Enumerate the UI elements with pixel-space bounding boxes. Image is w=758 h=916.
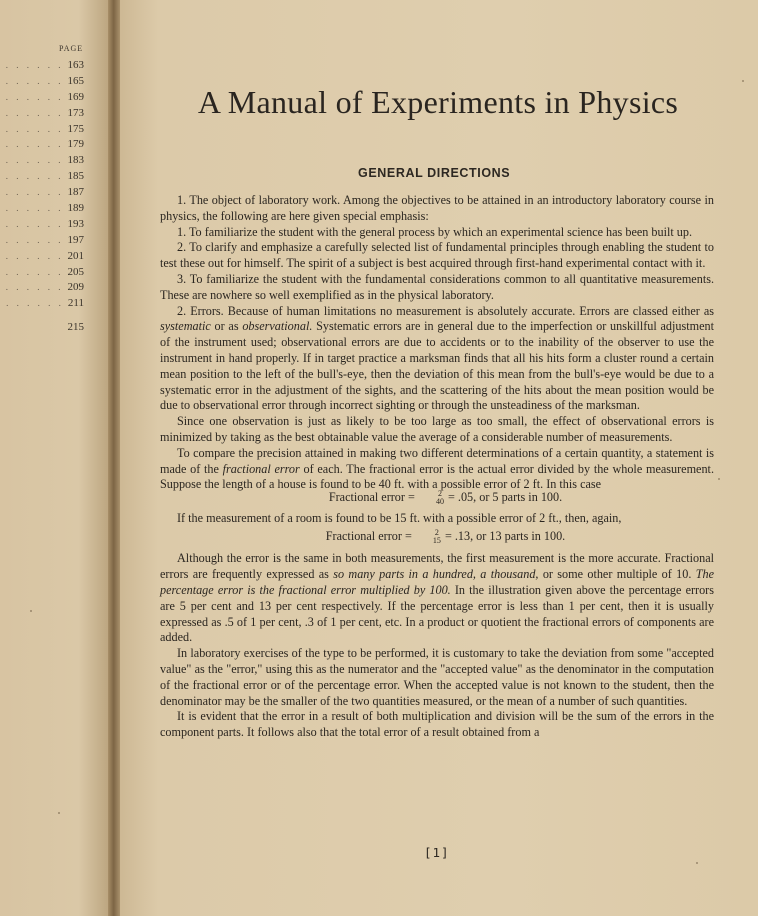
paper-speck bbox=[58, 812, 60, 814]
paragraph-averaging: Since one observation is just as likely to be too large as too small, the effect of observational errors is minimized by taking as the best obtainable value the average of a considerable number of measurements. bbox=[160, 414, 714, 444]
toc-leader-dots: . . . . . . bbox=[5, 266, 64, 277]
toc-leader-dots: . . . . . . bbox=[5, 250, 64, 261]
toc-leader-dots: . . . . . . bbox=[5, 171, 64, 182]
paper-speck bbox=[742, 80, 744, 82]
paragraph-percentage bbox=[160, 551, 714, 646]
toc-entry bbox=[0, 137, 84, 153]
toc-header: PAGE bbox=[59, 44, 84, 53]
paragraph-total-error: It is evident that the error in a result of both multiplication and division will be the sum of the errors in the component parts. It follows also that the total error of a result obtained from a bbox=[160, 709, 714, 740]
text-run: 2. Errors. Because of human limitations no measurement is absolutely accurate. Errors are classed either as bbox=[177, 303, 714, 318]
page-title: A Manual of Experiments in Physics bbox=[197, 84, 679, 120]
toc-page-number: 193 bbox=[67, 217, 84, 230]
toc-leader-dots: . . . . . . bbox=[5, 155, 64, 166]
text-run: Systematic errors are in general due to the imperfection or unskillful adjustment of the instrument used; observational errors are due to accidents or to the inability of the observer to use the instrument in hand properly. If in target practice a marksman finds that all his hits form a cluster round a certain mean position to the left of the bull's-eye, then the deviation of this mean from the bull's-eye would be due to a systematic error in the adjustment of the sights, and the scattering of the hits about the mean position would be due to observational error through incorrect sighting or through the unsteadiness of the marksman. bbox=[160, 319, 714, 413]
paragraph-room: If the measurement of a room is found to be 15 ft. with a possible error of 2 ft., then, again, bbox=[177, 511, 622, 526]
toc-page-number: 205 bbox=[67, 265, 84, 278]
body-text bbox=[160, 193, 714, 741]
left-page bbox=[0, 0, 112, 916]
toc-page-number: 187 bbox=[67, 186, 84, 199]
formula-room bbox=[160, 529, 714, 545]
toc-entry bbox=[0, 217, 84, 233]
toc-entry bbox=[0, 74, 84, 90]
emphasis-fractional-error: fractional error bbox=[222, 461, 300, 476]
toc-entry bbox=[0, 296, 84, 312]
formula-rhs: = .05, or 5 parts in 100. bbox=[444, 490, 563, 505]
toc-entry bbox=[0, 90, 84, 106]
toc-leader-dots: . . . . . . bbox=[5, 187, 64, 198]
toc-page-number: 165 bbox=[67, 74, 84, 87]
toc-entry bbox=[0, 280, 84, 296]
toc-page-number: 189 bbox=[67, 202, 84, 215]
toc-leader-dots: . . . . . . bbox=[5, 203, 64, 214]
paragraph-objective: 1. The object of laboratory work. Among the objectives to be attained in an introductory laboratory course in physics, the following are here given special emphasis: bbox=[160, 193, 714, 223]
toc-page-number: 173 bbox=[67, 106, 84, 119]
fraction bbox=[416, 529, 441, 545]
emphasis-percentage-definition: The percentage error is the fractional error multiplied by 100. bbox=[160, 567, 715, 597]
toc-entry bbox=[0, 249, 84, 265]
toc-leader-dots: . . . . . . bbox=[5, 60, 64, 70]
toc-page-number: 179 bbox=[67, 138, 84, 151]
emphasis-systematic: systematic bbox=[160, 319, 211, 334]
toc-page-number: 201 bbox=[67, 249, 84, 262]
emphasis-parts: so many parts in a hundred, a thousand, bbox=[333, 567, 539, 582]
paragraph-fractional-error bbox=[160, 446, 714, 493]
toc-leader-dots: . . . . . . bbox=[5, 139, 64, 150]
paper-speck bbox=[718, 478, 720, 480]
toc-entry bbox=[0, 106, 84, 122]
formula-rhs: = .13, or 13 parts in 100. bbox=[441, 529, 566, 544]
paragraph-item-3: 3. To familiarize the student with the fundamental considerations common to all quantitative measurements. These are nowhere so well exemplified as in the physical laboratory. bbox=[160, 271, 714, 302]
toc-entry bbox=[0, 122, 84, 138]
toc-leader-dots: . . . . . . bbox=[5, 218, 64, 229]
paragraph-item-2: 2. To clarify and emphasize a carefully selected list of fundamental principles through enabling the student to test these out for himself. The spirit of a subject is best acquired through first-hand experimental contact with it. bbox=[160, 240, 714, 271]
text-run: To compare the precision attained in making two different determinations of a certain quantity, a statement is made of the bbox=[160, 445, 714, 476]
fraction-denominator: 40 bbox=[435, 497, 444, 507]
toc-leader-dots: . . . . . . bbox=[6, 298, 64, 309]
toc-page-number: 163 bbox=[67, 59, 84, 71]
toc-page-number: 169 bbox=[67, 90, 84, 103]
toc-page-number: 185 bbox=[67, 170, 84, 183]
toc-page-list bbox=[0, 58, 84, 336]
formula-lhs: Fractional error = bbox=[328, 490, 418, 505]
formula-lhs: Fractional error = bbox=[325, 529, 415, 544]
toc-entry bbox=[0, 201, 84, 217]
toc-page-number: 209 bbox=[67, 281, 84, 294]
paper-speck bbox=[30, 610, 32, 612]
paragraph-errors bbox=[160, 304, 714, 415]
text-run: In the illustration given above the percentage errors are 5 per cent and 13 per cent respectively. If the percentage error is less than 1 per cent, then it is usually expressed as .5 of 1 per cent, .3 of 1 per cent, etc. In a product or quotient the fractional errors of components are added. bbox=[160, 582, 714, 645]
toc-entry bbox=[0, 169, 84, 185]
page-number: [1] bbox=[424, 845, 450, 860]
section-heading: GENERAL DIRECTIONS bbox=[358, 166, 511, 180]
text-run: or as bbox=[210, 319, 243, 334]
toc-entry bbox=[0, 320, 84, 336]
toc-entry bbox=[0, 58, 84, 74]
toc-page-number: 175 bbox=[67, 122, 84, 135]
toc-page-number: 197 bbox=[67, 233, 84, 246]
toc-leader-dots: . . . . . . bbox=[5, 234, 64, 245]
toc-leader-dots: . . . . . . bbox=[5, 123, 64, 134]
fraction-numerator: 2 bbox=[434, 528, 439, 538]
toc-entry bbox=[0, 185, 84, 201]
toc-page-number: 211 bbox=[67, 297, 84, 310]
paragraph-item-1: 1. To familiarize the student with the general process by which an experimental science has been built up. bbox=[177, 224, 693, 239]
toc-leader-dots: . . . . . . bbox=[5, 107, 64, 118]
fraction bbox=[419, 490, 444, 506]
toc-leader-dots bbox=[0, 320, 68, 336]
text-run: or some other multiple of 10. bbox=[538, 567, 696, 582]
paragraph-accepted-value: In laboratory exercises of the type to be performed, it is customary to take the deviation from some "accepted value" as the "error," using this as the numerator and the "accepted value" as the denominator in the computation of the fractional error or of the percentage error. When the accepted value is not known to the student, then the denominator may be the smaller of the two quantities measured, or the mean of a number of such quantities. bbox=[160, 646, 714, 708]
toc-entry bbox=[0, 233, 84, 249]
toc-entry bbox=[0, 153, 84, 169]
toc-leader-dots: . . . . . . bbox=[5, 282, 64, 293]
text-run: of each. The fractional error is the actual error divided by the whole measurement. Suppose the length of a house is found to be 40 ft. with a possible error of 2 ft. In this case bbox=[160, 461, 714, 492]
fraction-numerator: 2 bbox=[437, 489, 442, 499]
paper-speck bbox=[696, 862, 698, 864]
emphasis-observational: observational. bbox=[242, 319, 313, 334]
toc-leader-dots: . . . . . . bbox=[5, 75, 64, 86]
toc-page-number: 183 bbox=[67, 154, 84, 167]
fraction-denominator: 15 bbox=[432, 536, 441, 546]
toc-page-number: 215 bbox=[67, 321, 84, 334]
text-run: Although the error is the same in both measurements, the first measurement is the more accurate. Fractional errors are frequently expressed as bbox=[160, 551, 714, 582]
toc-leader-dots: . . . . . . bbox=[5, 91, 64, 102]
toc-entry bbox=[0, 265, 84, 281]
